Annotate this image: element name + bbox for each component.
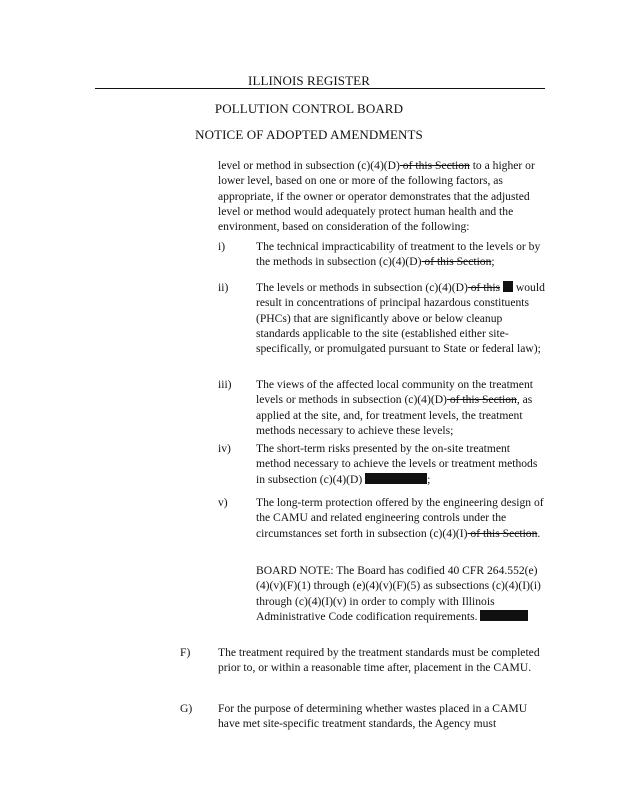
- intro-text-a: level or method in subsection (c)(4)(D): [218, 159, 400, 172]
- item-v-text-a: The long-term protection offered by the engineering design of the CAMU and related engineering controls under the circumstances set forth in subsection (c)(4)(I): [256, 496, 544, 540]
- item-i-text-b: ;: [491, 255, 495, 269]
- notice-title: NOTICE OF ADOPTED AMENDMENTS: [195, 127, 423, 142]
- intro-paragraph: [218, 158, 548, 234]
- item-i-text-a: The technical impracticability of treatment to the levels or by the methods in subsection (c)(4)(D): [256, 240, 541, 269]
- item-text-iii: [256, 377, 546, 438]
- section-label-f: F): [180, 646, 191, 659]
- item-label-i: i): [218, 240, 226, 253]
- item-label-iv: iv): [218, 442, 231, 455]
- item-text-ii: [256, 280, 546, 356]
- item-iii-text-b: , as applied at the site, and, for treatment levels, the treatment methods necessary to achieve these levels;: [256, 393, 533, 437]
- item-label-v: v): [218, 496, 228, 509]
- intro-struck-text: of this Section: [399, 159, 470, 172]
- item-text-i: [256, 239, 546, 270]
- redaction-mark: [365, 473, 427, 484]
- intro-text-b: to a higher or lower level, based on one or more of the following factors, as appropriate, if the owner or operator demonstrates that the adjusted level or method would adequately protect human health and the environment, based on consideration of the following:: [218, 159, 535, 234]
- item-iii-struck-text: of this Section: [446, 393, 517, 407]
- board-note-text: BOARD NOTE: The Board has codified 40 CFR 264.552(e)(4)(v)(F)(1) through (e)(4)(v)(F)(5) as subsections (c)(4)(I)(i) through (c)(4)(I)(v) in order to comply with Illinois Administrative Code codification requirements.: [256, 564, 541, 623]
- redaction-mark: [480, 610, 528, 621]
- item-v-struck-text: of this Section: [467, 526, 538, 540]
- item-iv-text-b: ;: [427, 472, 431, 486]
- item-ii-struck-text: of this: [467, 281, 501, 294]
- item-v-text-b: .: [537, 526, 541, 540]
- section-text-g: For the purpose of determining whether wastes placed in a CAMU have met site-specific treatment standards, the Agency must: [218, 702, 528, 731]
- item-text-iv: [256, 441, 546, 487]
- board-note: [256, 563, 546, 624]
- item-text-v: [256, 495, 546, 541]
- register-title: ILLINOIS REGISTER: [248, 73, 370, 88]
- board-title: POLLUTION CONTROL BOARD: [214, 101, 404, 116]
- item-ii-text-a: The levels or methods in subsection (c)(4)(D): [256, 281, 468, 294]
- item-label-ii: ii): [218, 281, 229, 294]
- redaction-mark: [503, 281, 513, 292]
- header-rule: [95, 88, 545, 89]
- item-ii-text-b: would result in concentrations of principal hazardous constituents (PHCs) that are significantly above or below cleanup standards applicable to the site (established either site-specifically, or promulgated pursuant to State or federal law);: [256, 281, 545, 356]
- section-text-f: The treatment required by the treatment standards must be completed prior to, or within a reasonable time after, placement in the CAMU.: [218, 646, 540, 675]
- section-label-g: G): [180, 702, 193, 715]
- item-i-struck-text: of this Section: [421, 255, 492, 269]
- item-iv-text-a: The short-term risks presented by the on-site treatment method necessary to achieve the levels or treatment methods in subsection (c)(4)(D): [256, 442, 538, 486]
- item-label-iii: iii): [218, 378, 232, 391]
- item-iii-text-a: The views of the affected local community on the treatment levels or methods in subsection (c)(4)(D): [256, 378, 533, 407]
